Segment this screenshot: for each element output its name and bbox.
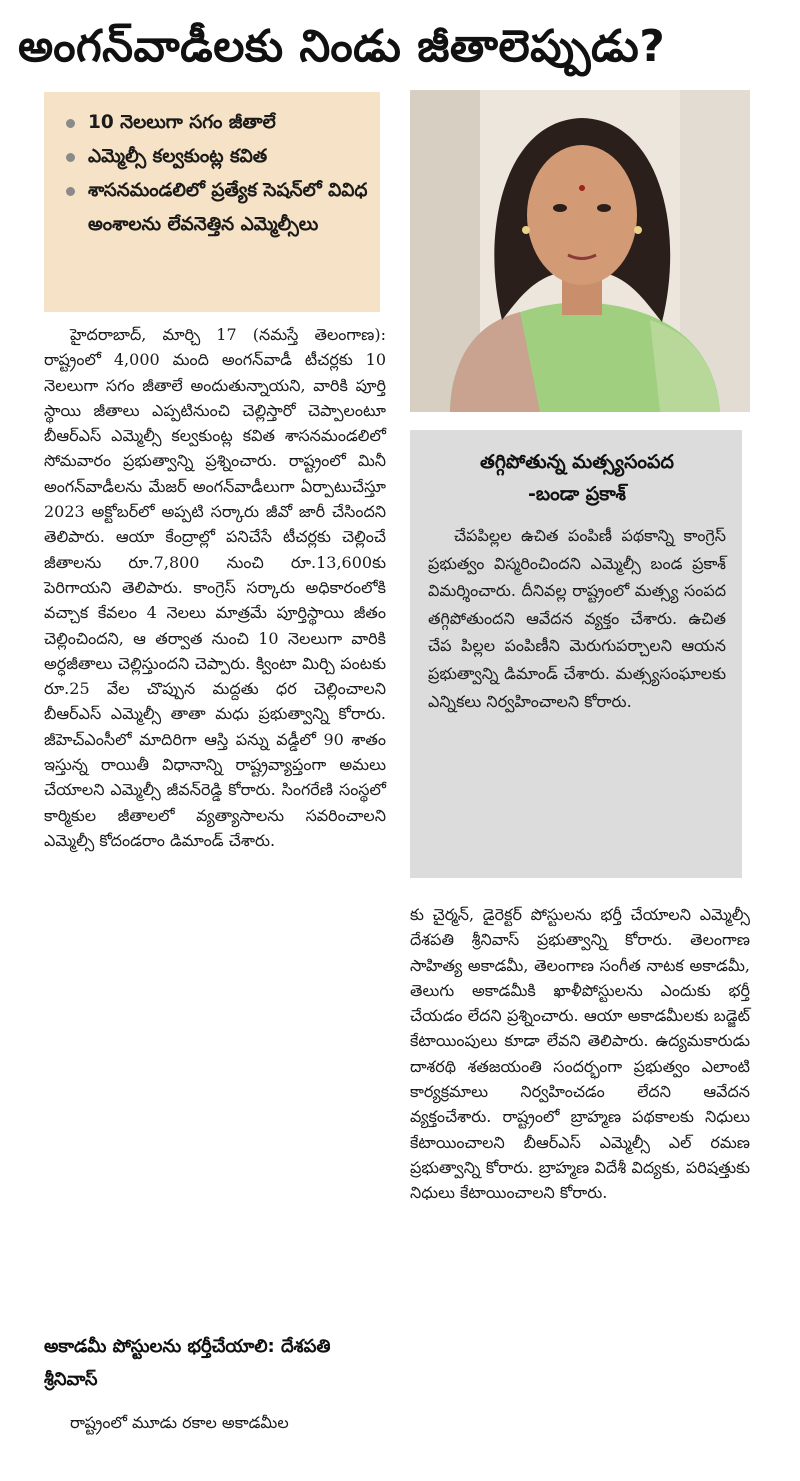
headline: అంగన్‌వాడీలకు నిండు జీతాలెప్పుడు? (18, 21, 666, 72)
bullet-icon (66, 187, 75, 196)
article-paragraph: రాష్ట్రంలో మూడు రకాల అకాడమీల (70, 1413, 289, 1432)
bullet-icon (66, 153, 75, 162)
highlight-text: ఎమ్మెల్సీ కల్వకుంట్ల కవిత (88, 146, 268, 167)
article-body (44, 322, 386, 853)
sidebar-title: తగ్గిపోతున్న మత్స్యసంపద (480, 451, 674, 473)
bullet-icon (66, 119, 75, 128)
sidebar-box (410, 430, 742, 878)
highlight-item (62, 106, 370, 140)
highlight-item (62, 174, 370, 242)
highlight-item (62, 140, 370, 174)
article-body-right (410, 902, 750, 1206)
sidebar-body (428, 522, 726, 715)
highlights-box (44, 92, 380, 312)
article-body-continued (44, 1410, 386, 1435)
sidebar-byline: -బండా ప్రకాశ్ (527, 483, 626, 505)
sidebar-paragraph: చేపపిల్లల ఉచిత పంపిణీ పథకాన్ని కాంగ్రెస్ ప్రభుత్వం విస్మరించిందని ఎమ్మెల్సీ బండ ప్రకాశ్ విమర్శించారు. దీనివల్ల రాష్ట్రంలో మత్స్య సంపద తగ్గిపోతుందని ఆవేదన వ్యక్తం చేశారు. ఉచిత చేప పిల్లల పంపిణీని మెరుగుపర్చాలని ఆయన ప్రభుత్వాన్ని డిమాండ్ చేశారు. మత్స్యసంఘాలకు ఎన్నికలు నిర్వహించాలని కోరారు. (428, 526, 726, 711)
article-paragraph: కు చైర్మన్, డైరెక్టర్ పోస్టులను భర్తీ చేయాలని ఎమ్మెల్సీ దేశపతి శ్రీనివాస్ ప్రభుత్వాన్ని కోరారు. తెలంగాణ సాహిత్య అకాడమీ, తెలంగాణ సంగీత నాటక అకాడమీ, తెలుగు అకాడమీకి ఖాళీపోస్టులను ఎందుకు భర్తీ చేయడం లేదని ప్రశ్నించారు. ఆయా అకాడమీలకు బడ్జెట్ కేటాయింపులు కూడా లేవని తెలిపారు. ఉద్యమకారుడు దాశరథి శతజయంతి సందర్భంగా ప్రభుత్వం ఎలాంటి కార్యక్రమాలు నిర్వహించడం లేదని ఆవేదన వ్యక్తంచేశారు. రాష్ట్రంలో బ్రాహ్మణ పథకాలకు నిధులు కేటాయించాలని బీఆర్‌ఎస్ ఎమ్మెల్సీ ఎల్ రమణ ప్రభుత్వాన్ని కోరారు. బ్రాహ్మణ విదేశీ విద్యకు, పరిషత్తుకు నిధులు కేటాయించాలని కోరారు. (410, 905, 750, 1203)
highlight-text: 10 నెలలుగా సగం జీతాలే (88, 112, 276, 133)
highlight-text: శాసనమండలిలో ప్రత్యేక సెషన్‌లో వివిధ అంశాలను లేవనెత్తిన ఎమ్మెల్సీలు (88, 180, 368, 235)
article-subheading: అకాడమీ పోస్టులను భర్తీచేయాలి: దేశపతి శ్రీనివాస్ (44, 1336, 331, 1390)
article-paragraph: హైదరాబాద్, మార్చి 17 (నమస్తే తెలంగాణ): రాష్ట్రంలో 4,000 మంది అంగన్‌వాడీ టీచర్లకు 10 నెలలుగా సగం జీతాలే అందుతున్నాయని, వారికి పూర్తి స్థాయి జీతాలు ఎప్పటినుంచి చెల్లిస్తారో చెప్పాలంటూ బీఆర్‌ఎస్ ఎమ్మెల్సీ కల్వకుంట్ల కవిత శాసనమండలిలో సోమవారం ప్రభుత్వాన్ని ప్రశ్నించారు. రాష్ట్రంలో మినీ అంగన్‌వాడీలను మేజర్ అంగన్‌వాడీలుగా ఏర్పాటుచేస్తూ 2023 అక్టోబర్‌లో అప్పటి సర్కారు జీవో జారీ చేసిందని తెలిపారు. ఆయా కేంద్రాల్లో పనిచేసే టీచర్లకు చెల్లించే జీతాలను రూ.7,800 నుంచి రూ.13,600కు పెరిగాయని తెలిపారు. కాంగ్రెస్ సర్కారు అధికారంలోకి వచ్చాక కేవలం 4 నెలలు మాత్రమే పూర్తిస్థాయి జీతం చెల్లించిందని, ఆ తర్వాత నుంచి 10 నెలలుగా వారికి అర్ధజీతాలు చెల్లిస్తుందని చెప్పారు. క్వింటా మిర్చి పంటకు రూ.25 వేల చొప్పున మద్దతు ధర చెల్లించాలని బీఆర్‌ఎస్ ఎమ్మెల్సీ తాతా మధు ప్రభుత్వాన్ని కోరారు. జీహెచ్‌ఎంసీలో మాదిరిగా ఆస్తి పన్ను వడ్డీలో 90 శాతం ఇస్తున్న రాయితీ విధానాన్ని రాష్ట్రవ్యాప్తంగా అమలు చేయాలని ఎమ్మెల్సీ జీవన్‌రెడ్డి కోరారు. సింగరేణి సంస్థలో కార్మికుల జీతాలలో వ్యత్యాసాలను సవరించాలని ఎమ్మెల్సీ కోదండరాం డిమాండ్ చేశారు. (44, 325, 386, 850)
portrait-photo (410, 90, 750, 412)
highlights-list (62, 106, 370, 242)
